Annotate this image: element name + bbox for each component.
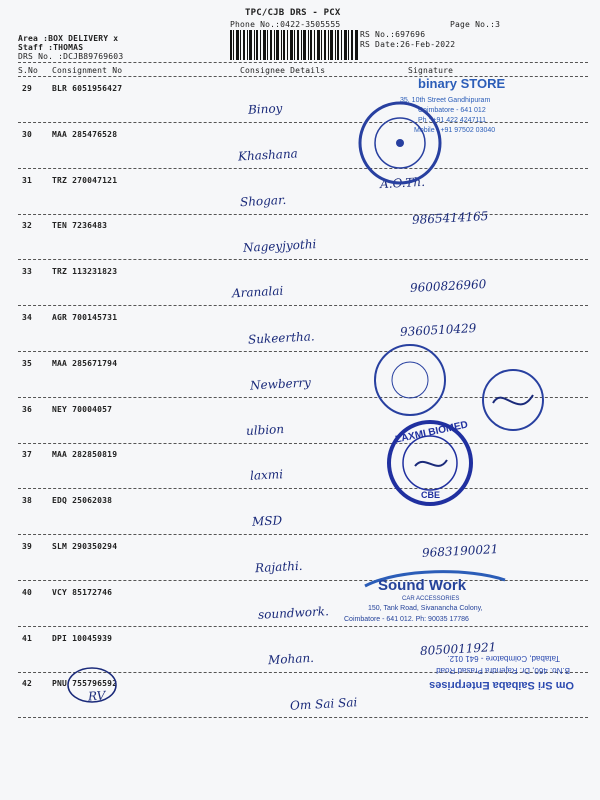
area-label: Area :BOX DELIVERY x [18,34,119,43]
recipient-signature-note: 9865414165 [411,209,489,228]
header-divider [18,62,588,63]
sound-work-city-phone: Coimbatore - 641 012. Ph: 90035 17786 [344,616,469,623]
sheet-title: TPC/CJB DRS - PCX [245,8,341,18]
row-consignment-number: VCY 85172746 [52,587,113,597]
row-serial-number: 38 [22,496,33,506]
om-sai-stamp [398,640,578,698]
binary-store-mobile: Mobile : +91 97502 03040 [414,127,496,134]
consignee-handwritten-name: Aranalai [231,283,284,301]
newberry-round-stamp [370,340,450,420]
row-consignment-number: EDQ 25062038 [52,496,113,506]
drs-number: DRS No. :DCJB89769603 [18,52,124,61]
sound-work-stamp [340,566,540,628]
consignee-handwritten-name: laxmi [249,467,284,484]
consignee-handwritten-name: Nageyjyothi [242,237,317,256]
consignee-handwritten-name: Khashana [237,146,299,164]
rv-circle-signature [64,664,120,706]
recipient-signature-note: 8050011921 [419,639,497,658]
consignee-handwritten-name: soundwork. [257,603,330,622]
row-consignment-number: MAA 285671794 [52,358,118,368]
row-consignment-number: NEY 70004057 [52,404,113,414]
col-sno: S.No [18,66,39,75]
row-consignment-number: SLM 290350294 [52,542,118,551]
col-consignment: Consignment No [52,66,123,75]
row-serial-number: 42 [22,679,33,689]
recipient-signature-note: A.O.Th. [379,174,426,191]
laxmi-biomed-name: LAXMI BIOMED [394,419,469,446]
consignee-handwritten-name: Shogar. [239,192,287,209]
barcode [230,30,358,60]
row-consignment-number: TEN 7236483 [52,221,108,231]
row-serial-number: 31 [22,175,33,185]
row-consignment-number: BLR 6051956427 [52,84,123,93]
om-sai-name: Om Sri Saibaba Enterprises [429,679,574,691]
rs-number: RS No.:697696 [360,30,426,39]
row-serial-number: 41 [22,633,33,643]
row-serial-number: 37 [22,450,33,460]
recipient-signature-note: 9600826960 [409,277,487,296]
row-divider [18,168,588,169]
consignee-handwritten-name: Rajathi. [254,558,303,576]
row-serial-number: 30 [22,129,33,139]
recipient-signature-note: 9360510429 [399,321,477,339]
row-consignment-number: PNU 755796592 [52,679,118,689]
row-divider [18,214,588,215]
sound-work-subtitle: CAR ACCESSORIES [402,596,460,602]
laxmi-biomed-city: CBE [421,490,441,500]
row-consignment-number: MAA 285476528 [52,129,118,139]
row-consignment-number: AGR 700145731 [52,313,118,322]
consignee-handwritten-name: ulbion [245,421,285,438]
consignee-handwritten-name: Sukeertha. [247,329,316,347]
consignee-handwritten-name: Newberry [249,375,312,393]
om-sai-address-2: Tatabad, Coimbatore - 641 012. [447,654,560,663]
binary-store-address-2: Coimbatore - 641 012 [418,107,486,114]
laxmi-biomed-stamp [385,418,475,508]
row-serial-number: 40 [22,587,33,597]
page-number: Page No.:3 [450,20,501,29]
sound-work-address: 150, Tank Road, Sivanancha Colony, [368,605,483,612]
row-serial-number: 36 [22,404,33,414]
row-divider [18,305,588,306]
row-divider [18,443,588,444]
staff-label: Staff :THOMAS [18,43,84,52]
row-serial-number: 35 [22,358,33,368]
binary-store-name: binary STORE [418,76,506,91]
consignee-handwritten-name: Om Sai Sai [289,695,358,714]
sound-work-name: Sound Work [378,577,467,594]
row-divider [18,259,588,260]
recipient-signature-note: RV [87,688,106,704]
row-serial-number: 34 [22,313,33,322]
row-consignment-number: TRZ 113231823 [52,267,118,277]
row-serial-number: 39 [22,542,33,551]
rs-date: RS Date:26-Feb-2022 [360,40,456,49]
row-divider [18,488,588,489]
jewellery-round-stamp [355,98,445,191]
signature-round-stamp [478,365,548,435]
row-divider [18,351,588,352]
col-consignee: Consignee Details [240,66,326,75]
row-serial-number: 32 [22,221,33,231]
row-serial-number: 29 [22,84,33,93]
recipient-signature-note: 9683190021 [421,542,499,560]
om-sai-address-1: B.No. 460, Dr. Rajendra Prasad Road [436,666,570,675]
col-signature: Signature [408,66,454,75]
phone-number: Phone No.:0422-3505555 [230,20,341,29]
row-serial-number: 33 [22,267,33,277]
row-consignment-number: DPI 10045939 [52,633,113,643]
consignee-handwritten-name: MSD [251,513,283,529]
row-consignment-number: MAA 282850819 [52,450,118,460]
binary-store-phone: Ph : +91 422 4247111 [418,117,487,124]
consignee-handwritten-name: Binoy [247,101,283,117]
row-divider [18,534,588,535]
row-consignment-number: TRZ 270047121 [52,175,118,185]
consignee-handwritten-name: Mohan. [267,650,315,667]
row-divider [18,717,588,718]
binary-store-address-1: 35, 10th Street Gandhipuram [400,97,491,104]
